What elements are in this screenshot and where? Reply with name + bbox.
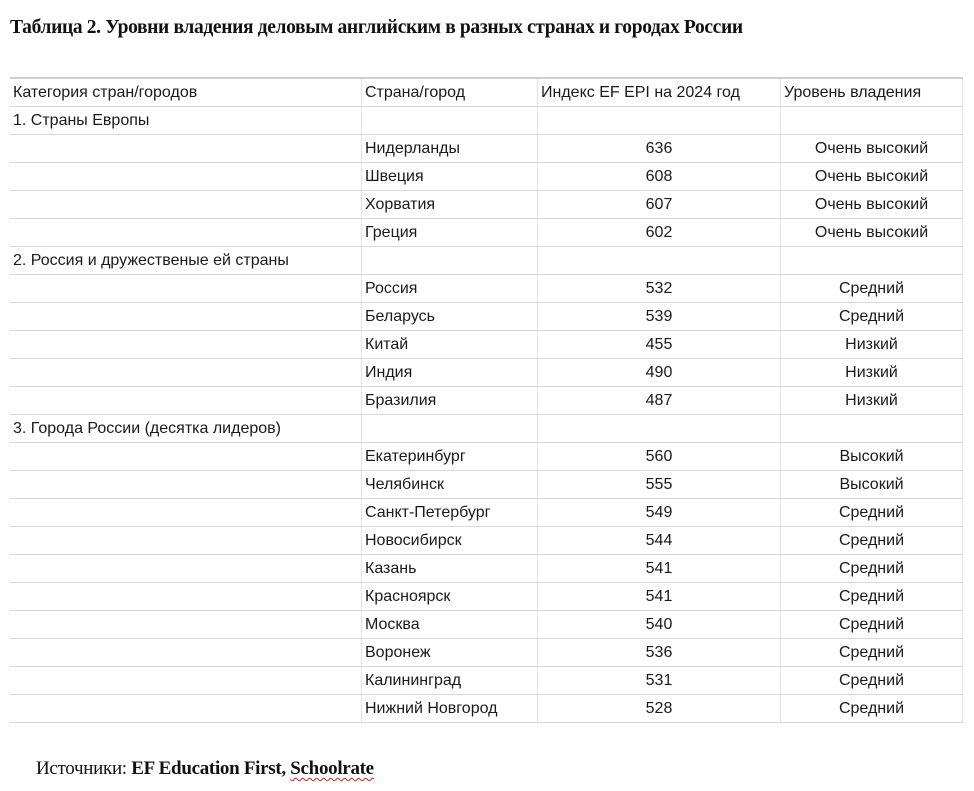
cell-proficiency-level: Средний bbox=[781, 667, 963, 695]
cell-ef-epi-index: 541 bbox=[538, 555, 781, 583]
table-row bbox=[10, 611, 963, 639]
cell-proficiency-level: Низкий bbox=[781, 359, 963, 387]
cell-country-city: Индия bbox=[362, 359, 538, 387]
cell-proficiency-level: Средний bbox=[781, 499, 963, 527]
cell-ef-epi-index: 541 bbox=[538, 583, 781, 611]
cell-category: 1. Страны Европы bbox=[10, 107, 362, 135]
cell-proficiency-level: Высокий bbox=[781, 443, 963, 471]
cell-category bbox=[10, 639, 362, 667]
cell-country-city: Казань bbox=[362, 555, 538, 583]
cell-country-city: Беларусь bbox=[362, 303, 538, 331]
table-row bbox=[10, 191, 963, 219]
cell-category bbox=[10, 303, 362, 331]
english-proficiency-table bbox=[10, 77, 963, 723]
table-row bbox=[10, 275, 963, 303]
cell-category bbox=[10, 695, 362, 723]
cell-country-city: Екатеринбург bbox=[362, 443, 538, 471]
cell-country-city: Китай bbox=[362, 331, 538, 359]
table-row bbox=[10, 583, 963, 611]
cell-country-city: Швеция bbox=[362, 163, 538, 191]
cell-category bbox=[10, 611, 362, 639]
cell-country-city: Греция bbox=[362, 219, 538, 247]
cell-proficiency-level bbox=[781, 415, 963, 443]
source-schoolrate: Schoolrate bbox=[290, 758, 374, 779]
table-row bbox=[10, 667, 963, 695]
cell-ef-epi-index bbox=[538, 247, 781, 275]
cell-country-city: Воронеж bbox=[362, 639, 538, 667]
table-caption: Таблица 2. Уровни владения деловым английским в разных странах и городах России bbox=[10, 17, 743, 38]
cell-country-city: Бразилия bbox=[362, 387, 538, 415]
cell-category bbox=[10, 471, 362, 499]
cell-proficiency-level: Средний bbox=[781, 695, 963, 723]
cell-category bbox=[10, 667, 362, 695]
table-row bbox=[10, 555, 963, 583]
table-row bbox=[10, 639, 963, 667]
cell-ef-epi-index: 531 bbox=[538, 667, 781, 695]
cell-country-city bbox=[362, 107, 538, 135]
table-row bbox=[10, 387, 963, 415]
table-header-row bbox=[10, 78, 963, 107]
cell-country-city: Красноярск bbox=[362, 583, 538, 611]
cell-proficiency-level: Низкий bbox=[781, 331, 963, 359]
cell-ef-epi-index: 528 bbox=[538, 695, 781, 723]
cell-ef-epi-index: 544 bbox=[538, 527, 781, 555]
table-row bbox=[10, 471, 963, 499]
cell-country-city: Москва bbox=[362, 611, 538, 639]
header-category: Категория стран/городов bbox=[10, 78, 362, 107]
cell-category bbox=[10, 135, 362, 163]
cell-proficiency-level: Низкий bbox=[781, 387, 963, 415]
cell-ef-epi-index: 636 bbox=[538, 135, 781, 163]
cell-proficiency-level: Средний bbox=[781, 275, 963, 303]
cell-ef-epi-index: 532 bbox=[538, 275, 781, 303]
cell-proficiency-level: Высокий bbox=[781, 471, 963, 499]
header-ef-epi-index: Индекс EF EPI на 2024 год bbox=[538, 78, 781, 107]
table-row bbox=[10, 359, 963, 387]
table-row bbox=[10, 219, 963, 247]
cell-category bbox=[10, 191, 362, 219]
cell-category bbox=[10, 527, 362, 555]
cell-category bbox=[10, 359, 362, 387]
cell-proficiency-level: Средний bbox=[781, 639, 963, 667]
header-proficiency-level: Уровень владения bbox=[781, 78, 963, 107]
cell-proficiency-level: Средний bbox=[781, 303, 963, 331]
sources-note bbox=[36, 758, 374, 780]
cell-proficiency-level: Средний bbox=[781, 611, 963, 639]
cell-country-city: Санкт-Петербург bbox=[362, 499, 538, 527]
cell-country-city: Нижний Новгород bbox=[362, 695, 538, 723]
cell-country-city bbox=[362, 247, 538, 275]
cell-ef-epi-index: 602 bbox=[538, 219, 781, 247]
table-row bbox=[10, 135, 963, 163]
cell-ef-epi-index: 540 bbox=[538, 611, 781, 639]
cell-category bbox=[10, 275, 362, 303]
table-row bbox=[10, 163, 963, 191]
table-row bbox=[10, 527, 963, 555]
cell-proficiency-level: Очень высокий bbox=[781, 191, 963, 219]
cell-ef-epi-index: 455 bbox=[538, 331, 781, 359]
cell-category bbox=[10, 499, 362, 527]
cell-country-city: Россия bbox=[362, 275, 538, 303]
table-row bbox=[10, 443, 963, 471]
cell-ef-epi-index: 536 bbox=[538, 639, 781, 667]
table-row bbox=[10, 499, 963, 527]
cell-category bbox=[10, 555, 362, 583]
category-row bbox=[10, 247, 963, 275]
cell-country-city bbox=[362, 415, 538, 443]
cell-ef-epi-index: 555 bbox=[538, 471, 781, 499]
cell-country-city: Калининград bbox=[362, 667, 538, 695]
category-row bbox=[10, 107, 963, 135]
header-country-city: Страна/город bbox=[362, 78, 538, 107]
sources-label: Источники: bbox=[36, 758, 132, 779]
cell-country-city: Новосибирск bbox=[362, 527, 538, 555]
table-body bbox=[10, 78, 963, 723]
cell-category: 2. Россия и дружественые ей страны bbox=[10, 247, 362, 275]
cell-country-city: Челябинск bbox=[362, 471, 538, 499]
source-ef-education-first: EF Education First, bbox=[131, 758, 291, 779]
cell-category bbox=[10, 163, 362, 191]
cell-ef-epi-index bbox=[538, 415, 781, 443]
cell-proficiency-level: Очень высокий bbox=[781, 135, 963, 163]
cell-ef-epi-index: 560 bbox=[538, 443, 781, 471]
cell-category: 3. Города России (десятка лидеров) bbox=[10, 415, 362, 443]
table-row bbox=[10, 331, 963, 359]
cell-category bbox=[10, 331, 362, 359]
table-row bbox=[10, 303, 963, 331]
cell-ef-epi-index: 487 bbox=[538, 387, 781, 415]
cell-category bbox=[10, 387, 362, 415]
cell-proficiency-level bbox=[781, 247, 963, 275]
cell-ef-epi-index: 539 bbox=[538, 303, 781, 331]
cell-country-city: Хорватия bbox=[362, 191, 538, 219]
cell-ef-epi-index: 490 bbox=[538, 359, 781, 387]
cell-category bbox=[10, 583, 362, 611]
cell-proficiency-level: Очень высокий bbox=[781, 163, 963, 191]
cell-proficiency-level bbox=[781, 107, 963, 135]
cell-ef-epi-index: 549 bbox=[538, 499, 781, 527]
cell-proficiency-level: Средний bbox=[781, 583, 963, 611]
category-row bbox=[10, 415, 963, 443]
cell-country-city: Нидерланды bbox=[362, 135, 538, 163]
cell-category bbox=[10, 219, 362, 247]
cell-ef-epi-index: 608 bbox=[538, 163, 781, 191]
table-row bbox=[10, 695, 963, 723]
cell-proficiency-level: Средний bbox=[781, 527, 963, 555]
cell-ef-epi-index bbox=[538, 107, 781, 135]
cell-proficiency-level: Очень высокий bbox=[781, 219, 963, 247]
cell-proficiency-level: Средний bbox=[781, 555, 963, 583]
cell-category bbox=[10, 443, 362, 471]
cell-ef-epi-index: 607 bbox=[538, 191, 781, 219]
